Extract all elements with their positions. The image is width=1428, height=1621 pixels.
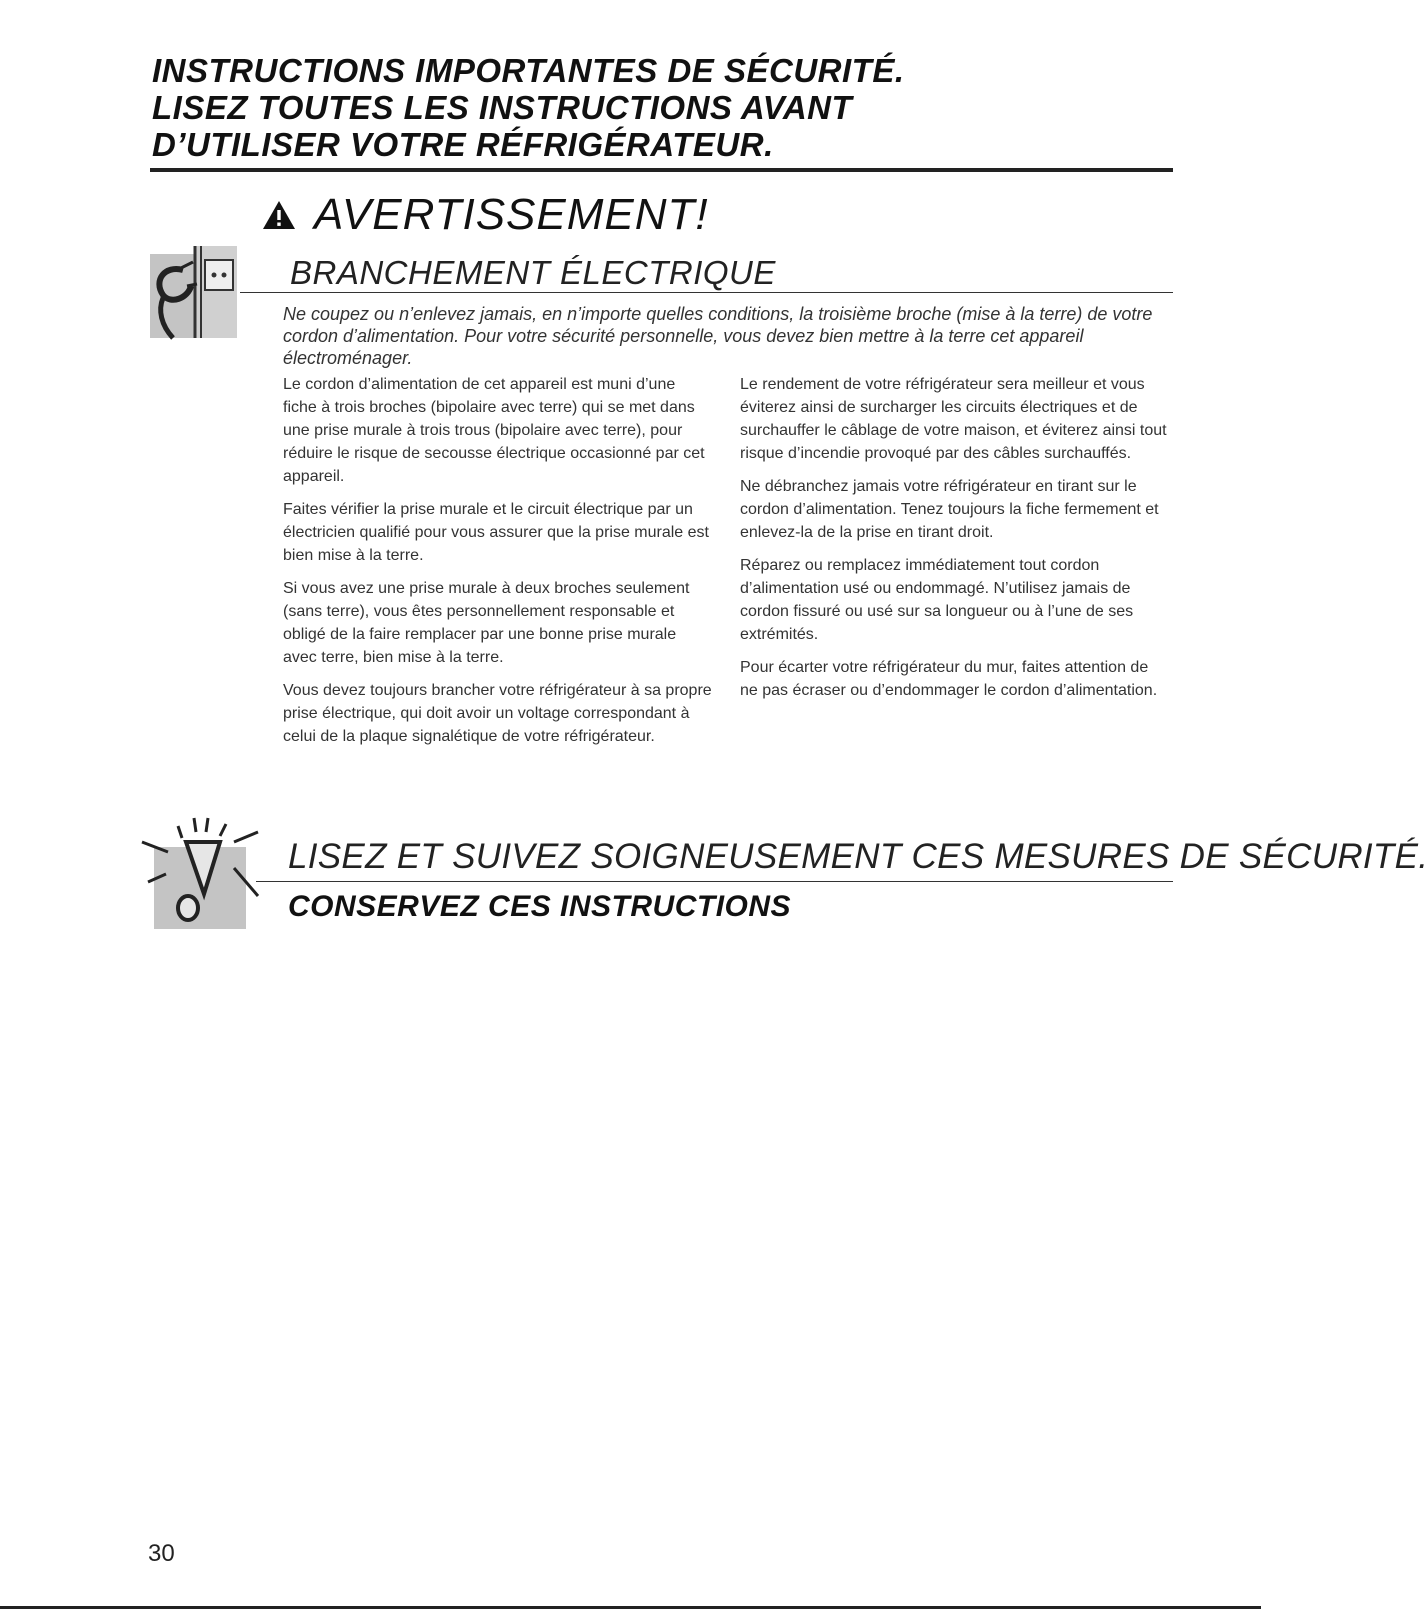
closing-line-2: CONSERVEZ CES INSTRUCTIONS	[288, 890, 792, 923]
right-column	[740, 373, 1170, 712]
left-paragraph: Faites vérifier la prise murale et le circuit électrique par un électricien qualifié pour vous assurer que la prise murale est bien mise à la terre.	[283, 501, 709, 564]
left-paragraph: Vous devez toujours brancher votre réfrigérateur à sa propre prise électrique, qui doit avoir un voltage correspondant à celui de la plaque signalétique de votre réfrigérateur.	[283, 682, 712, 745]
header-divider	[150, 168, 1173, 172]
right-paragraph: Le rendement de votre réfrigérateur sera meilleur et vous éviterez ainsi de surcharger les circuits électriques et de surchauffer le câblage de votre maison, et éviterez ainsi tout risque d’incendie provoqué par des câbles surchauffés.	[740, 376, 1167, 462]
right-paragraph: Pour écarter votre réfrigérateur du mur, faites attention de ne pas écraser ou d’endommager le cordon d’alimentation.	[740, 659, 1158, 699]
right-paragraph: Réparez ou remplacez immédiatement tout cordon d’alimentation usé ou endommagé. N’utilisez jamais de cordon fissuré ou usé sur sa longueur ou à l’une de ses extrémités.	[740, 557, 1134, 643]
title-line-1: INSTRUCTIONS IMPORTANTES DE SÉCURITÉ.	[152, 52, 905, 89]
warning-heading	[262, 190, 709, 240]
exclamation-alert-icon	[138, 812, 263, 932]
warning-title: AVERTISSEMENT!	[314, 190, 709, 239]
left-paragraph: Le cordon d’alimentation de cet appareil est muni d’une fiche à trois broches (bipolaire avec terre) qui se met dans une prise murale à trois trous (bipolaire avec terre), pour réduire le risque de secousse électrique occasionné par cet appareil.	[283, 376, 705, 485]
closing-line-1: LISEZ ET SUIVEZ SOIGNEUSEMENT CES MESURES DE SÉCURITÉ.	[288, 837, 1428, 876]
left-paragraph: Si vous avez une prise murale à deux broches seulement (sans terre), vous êtes personnellement responsable et obligé de la faire remplacer par une bonne prise murale avec terre, bien mise à la terre.	[283, 580, 690, 666]
page-number: 30	[148, 1540, 175, 1567]
closing-divider	[256, 881, 1173, 882]
section-heading: BRANCHEMENT ÉLECTRIQUE	[290, 254, 776, 291]
title-line-2: LISEZ TOUTES LES INSTRUCTIONS AVANT	[152, 89, 853, 126]
page-title	[152, 52, 1152, 163]
warning-triangle-icon	[262, 200, 296, 230]
electric-plug-outlet-icon	[143, 240, 243, 345]
section-intro: Ne coupez ou n’enlevez jamais, en n’importe quelles conditions, la troisième broche (mise à la terre) de votre cordon d’alimentation. Pour votre sécurité personnelle, vous devez bien mettre à la terre cet appareil électroménager.	[283, 304, 1153, 368]
bottom-border	[0, 1606, 1261, 1609]
right-paragraph: Ne débranchez jamais votre réfrigérateur en tirant sur le cordon d’alimentation. Tenez toujours la fiche fermement et enlevez-la de la prise en tirant droit.	[740, 478, 1159, 541]
section-divider	[240, 292, 1173, 293]
title-line-3: D’UTILISER VOTRE RÉFRIGÉRATEUR.	[152, 126, 774, 163]
left-column	[283, 373, 713, 758]
